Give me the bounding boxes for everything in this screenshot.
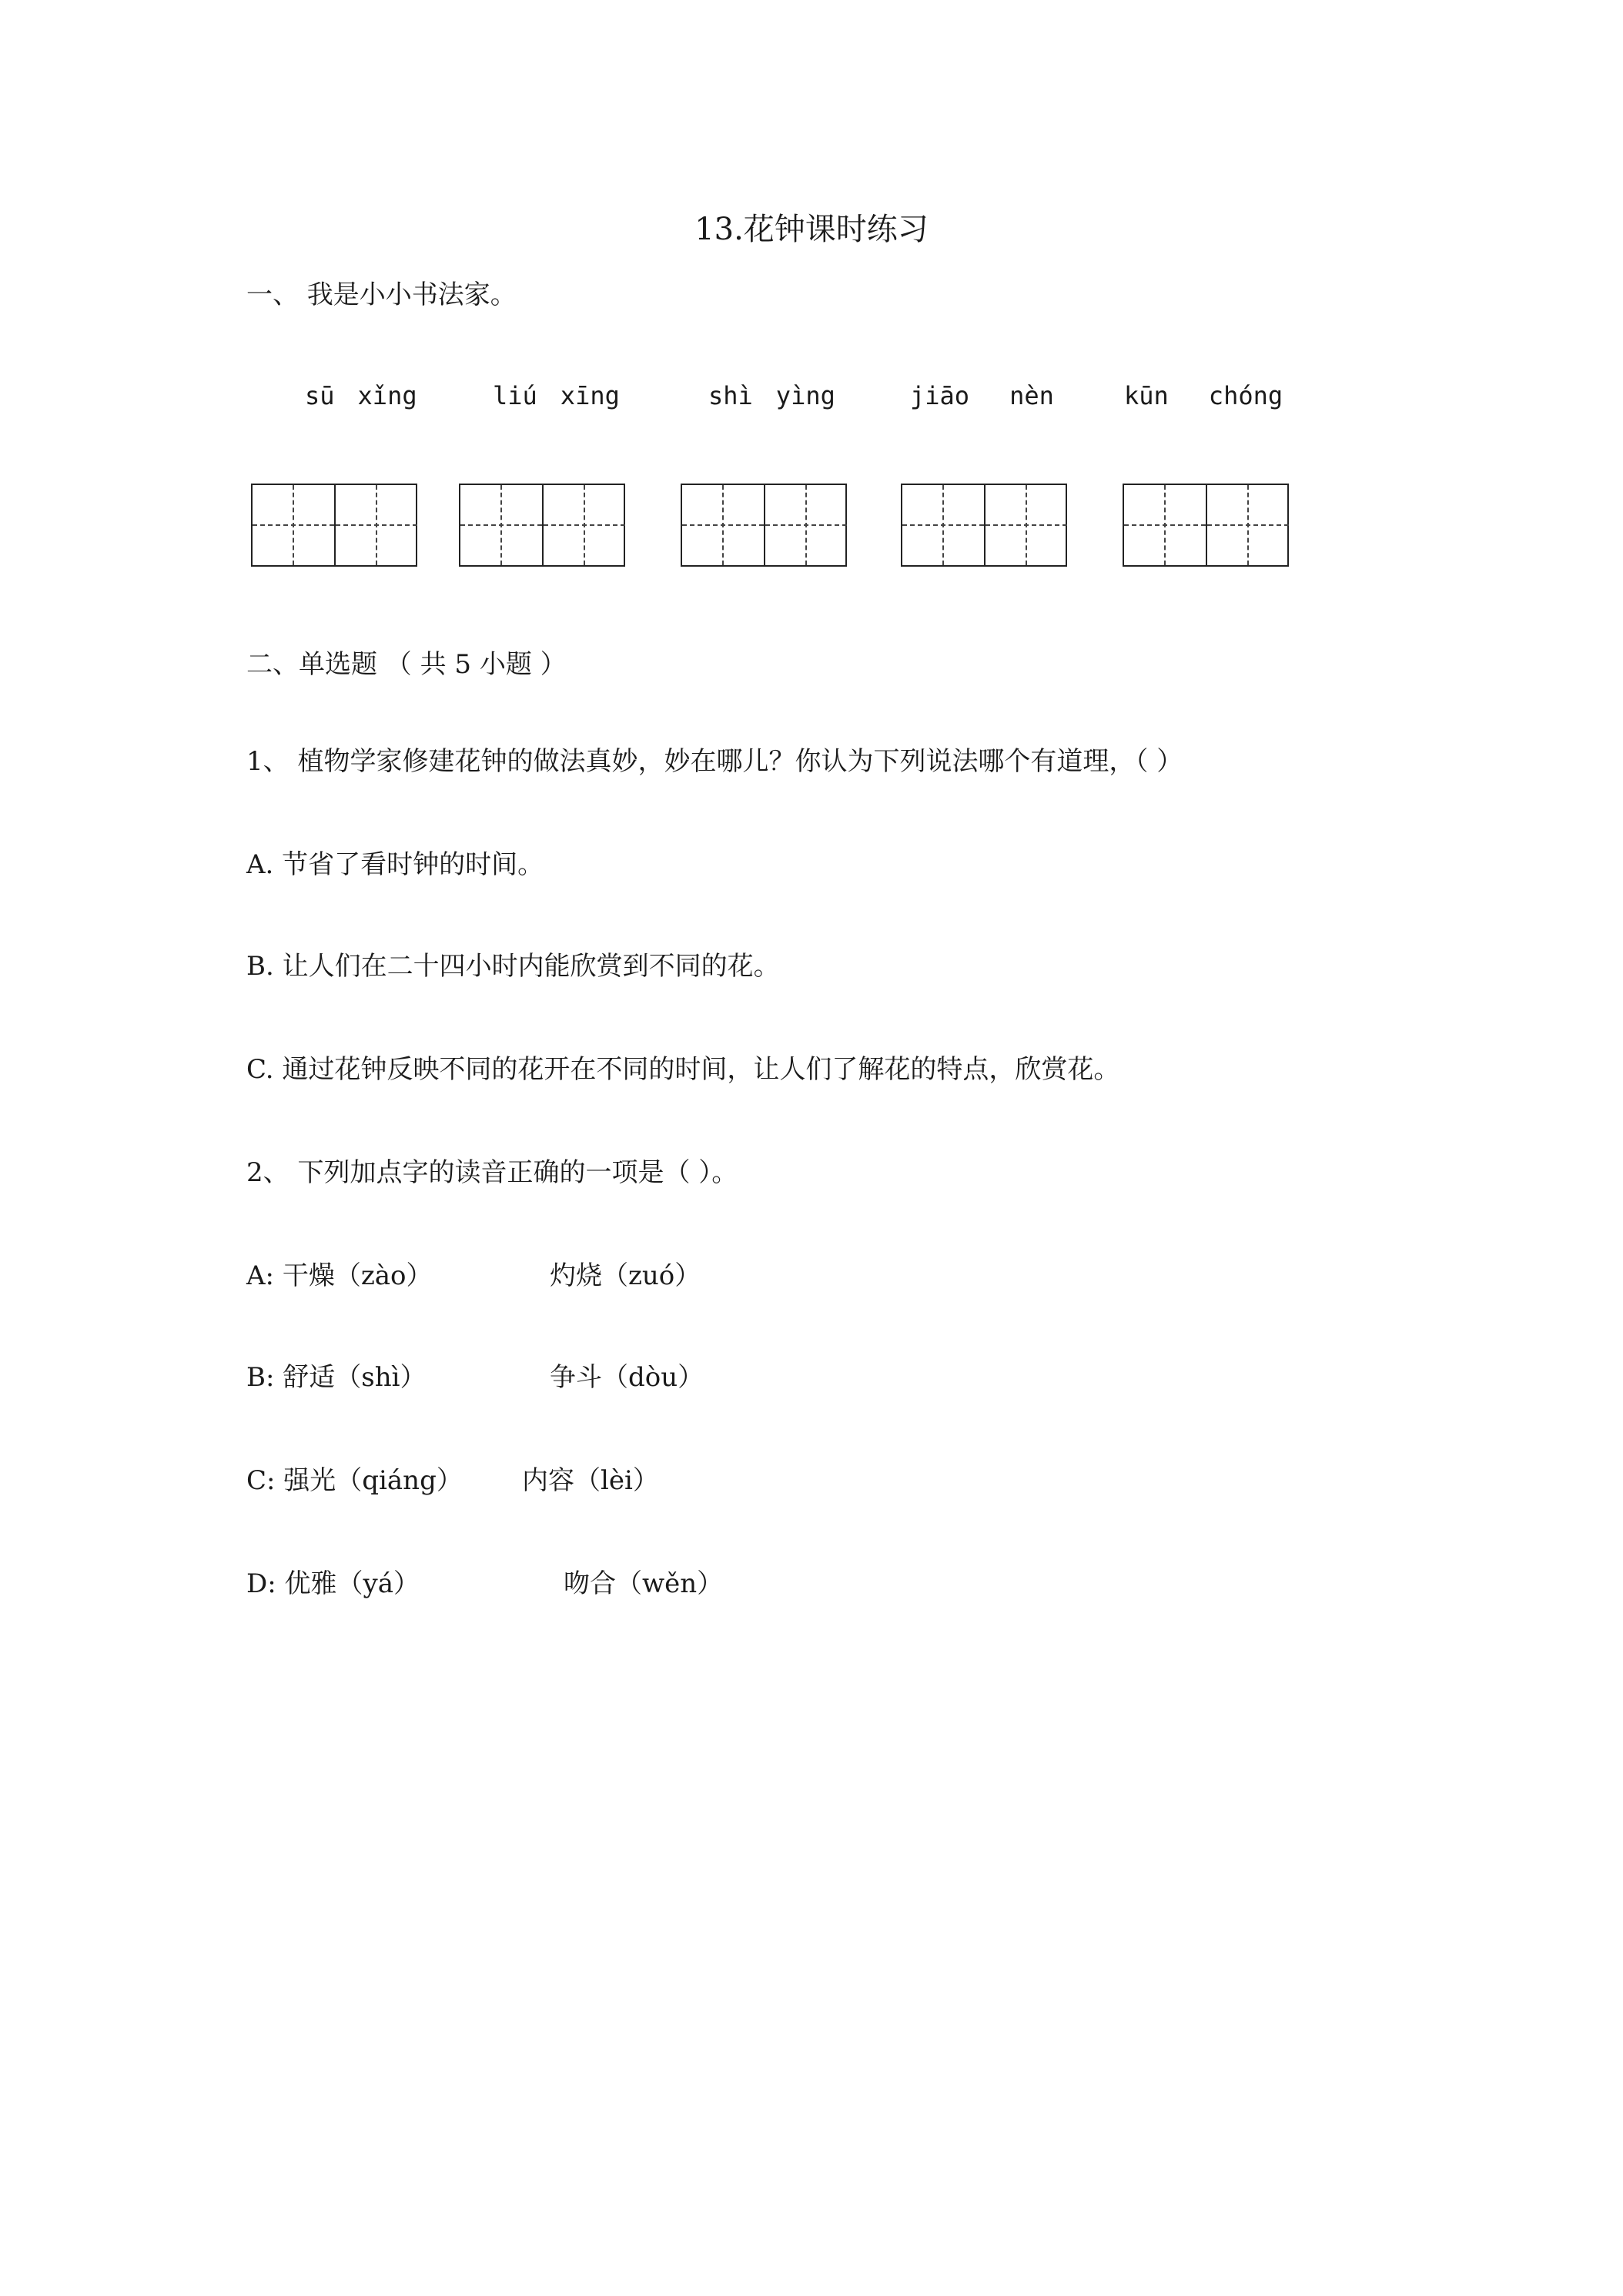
writing-grid-5[interactable] — [1123, 484, 1289, 567]
pinyin-syllable: jiāo — [910, 381, 970, 410]
question-1-option-c[interactable]: C. 通过花钟反映不同的花开在不同的时间，让人们了解花的特点，欣赏花。 — [246, 1054, 1120, 1085]
pinyin-label-5 — [1124, 379, 1283, 413]
pinyin-syllable: xīng — [560, 381, 620, 410]
section2-heading: 二、单选题 （ 共 5 小题 ） — [246, 649, 567, 680]
question-1-option-b[interactable]: B. 让人们在二十四小时内能欣赏到不同的花。 — [246, 951, 780, 982]
writing-cell[interactable] — [1124, 485, 1207, 565]
pinyin-syllable: shì — [708, 381, 753, 410]
writing-grid-1[interactable] — [251, 484, 417, 567]
question-2-option-c-second: 内容（lèi） — [522, 1465, 659, 1496]
pinyin-syllable: yìng — [775, 381, 835, 410]
writing-cell[interactable] — [460, 485, 544, 565]
pinyin-syllable: xǐng — [357, 381, 417, 410]
writing-grid-2[interactable] — [459, 484, 625, 567]
question-1-stem: 1、 植物学家修建花钟的做法真妙，妙在哪儿？你认为下列说法哪个有道理，（ ） — [246, 746, 1183, 777]
writing-grid-3[interactable] — [681, 484, 847, 567]
pinyin-syllable: kūn — [1124, 381, 1169, 410]
question-2-option-d-second: 吻合（wěn） — [564, 1568, 724, 1599]
pinyin-label-2 — [493, 379, 620, 413]
question-2-option-d[interactable]: D: 优雅（yá） — [246, 1568, 420, 1599]
pinyin-label-3 — [708, 379, 835, 413]
question-1-option-a[interactable]: A. 节省了看时钟的时间。 — [246, 849, 544, 880]
page-title: 13.花钟课时练习 — [694, 212, 929, 247]
writing-cell[interactable] — [986, 485, 1067, 565]
writing-cell[interactable] — [902, 485, 986, 565]
question-2-option-b-second: 争斗（dòu） — [550, 1362, 704, 1393]
question-2-option-c[interactable]: C: 强光（qiáng） — [246, 1465, 463, 1496]
question-2-stem: 2、 下列加点字的读音正确的一项是（ ）。 — [246, 1157, 738, 1188]
writing-cell[interactable] — [336, 485, 417, 565]
pinyin-syllable: nèn — [1009, 381, 1054, 410]
writing-cell[interactable] — [544, 485, 625, 565]
writing-cell[interactable] — [1207, 485, 1289, 565]
writing-cell[interactable] — [253, 485, 336, 565]
writing-cell[interactable] — [682, 485, 765, 565]
writing-grid-4[interactable] — [901, 484, 1067, 567]
pinyin-label-4 — [910, 379, 1054, 413]
question-2-option-a[interactable]: A: 干燥（zào） — [246, 1260, 433, 1291]
pinyin-label-1 — [305, 379, 417, 413]
question-2-option-b[interactable]: B: 舒适（shì） — [246, 1362, 427, 1393]
question-2-option-a-second: 灼烧（zuó） — [550, 1260, 701, 1291]
writing-cell[interactable] — [765, 485, 847, 565]
section1-heading: 一、 我是小小书法家。 — [246, 279, 517, 310]
pinyin-syllable: sū — [305, 381, 335, 410]
pinyin-syllable: chóng — [1208, 381, 1283, 410]
pinyin-syllable: liú — [493, 381, 537, 410]
